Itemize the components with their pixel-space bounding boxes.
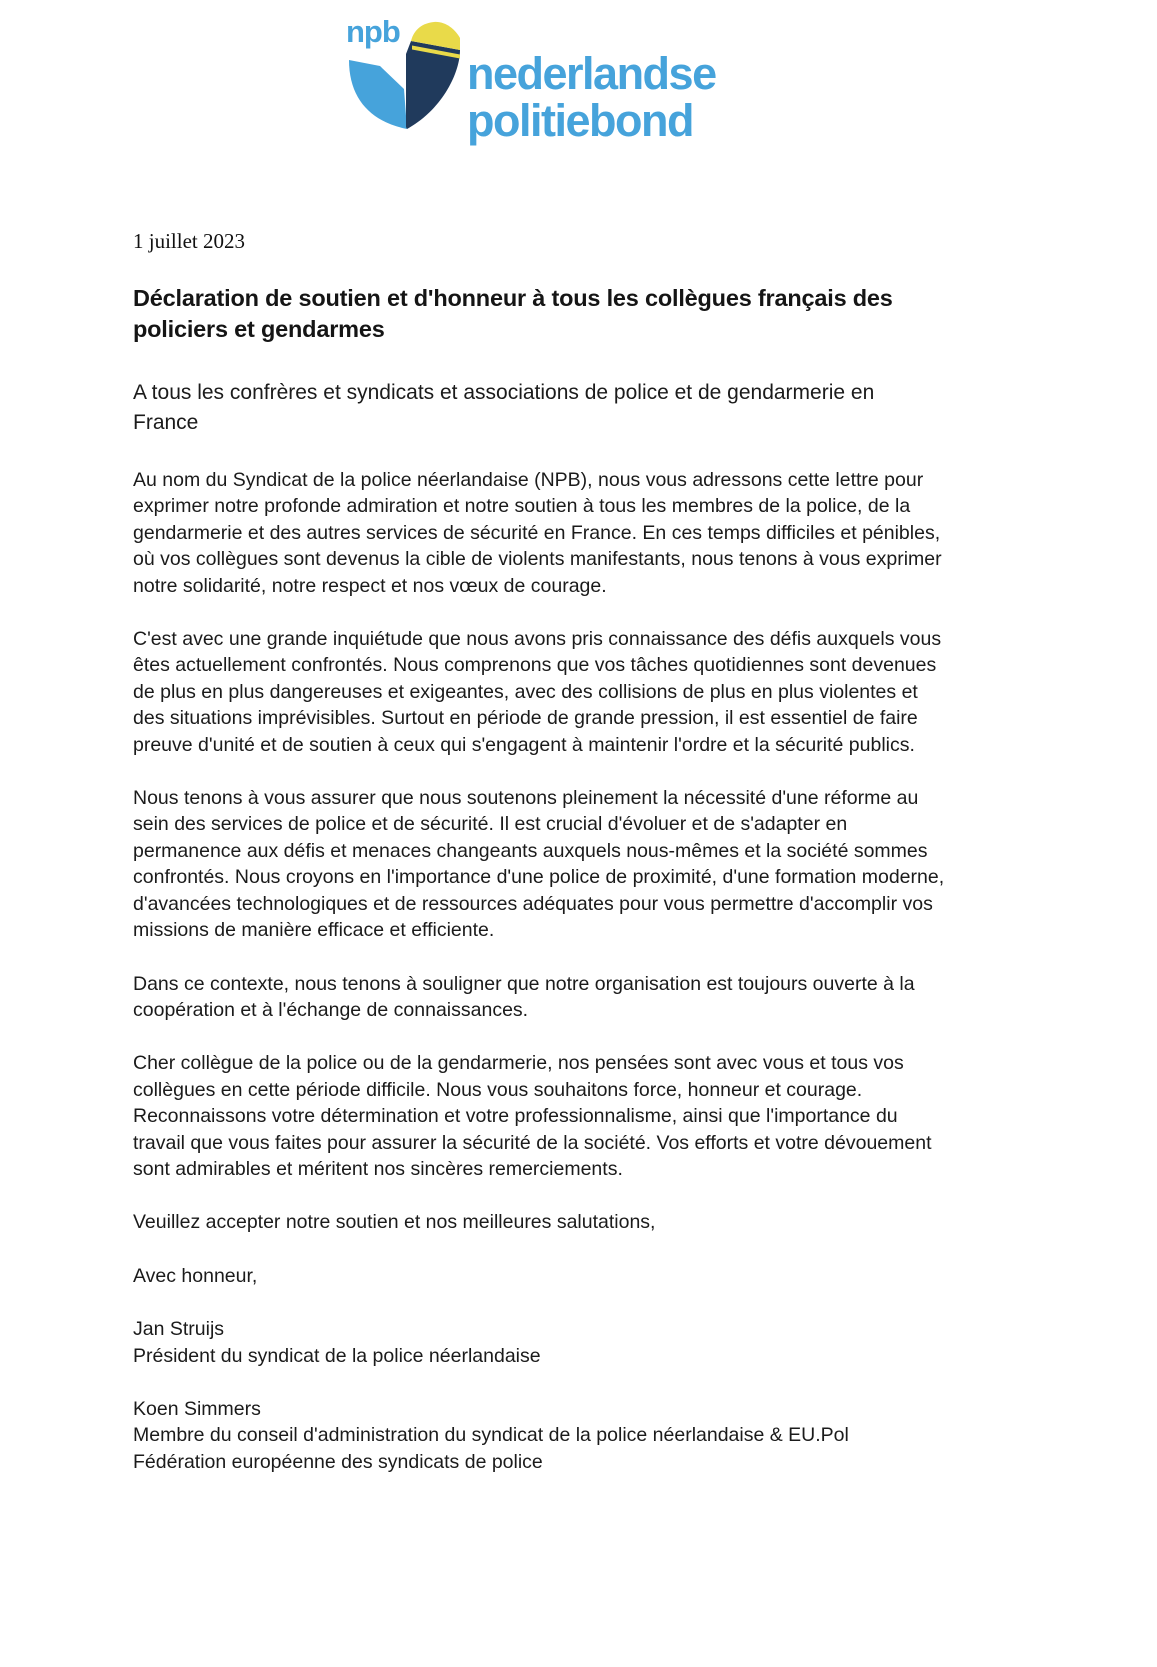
npb-acronym: npb <box>346 14 400 49</box>
signature-block <box>133 1316 945 1369</box>
letter-paragraph: C'est avec une grande inquiétude que nous avons pris connaissance des défis auxquels vous êtes actuellement confrontés. Nous comprenons que vos tâches quotidiennes sont devenues de plus en plus dangereuses et exigeantes, avec des collisions de plus en plus violentes et des situations imprévisibles. Surtout en période de grande pression, il est essentiel de faire preuve d'unité et de soutien à ceux qui s'engagent à maintenir l'ordre et la sécurité publics. <box>133 628 942 756</box>
letter-paragraph: Nous tenons à vous assurer que nous soutenons pleinement la nécessité d'une réforme au sein des services de police et de sécurité. Il est crucial d'évoluer et de s'adapter en permanence aux défis et menaces changeants auxquels nous-mêmes et la société sommes confrontés. Nous croyons en l'importance d'une police de proximité, d'une formation moderne, d'avancées technologiques et de ressources adéquates pour vous permettre d'accomplir vos missions de manière efficace et efficiente. <box>133 787 945 942</box>
wordmark-line-2: politiebond <box>467 95 693 146</box>
npb-logo <box>330 10 760 155</box>
letter-paragraph: Cher collègue de la police ou de la gendarmerie, nos pensées sont avec vous et tous vos collègues en cette période difficile. Nous vous souhaitons force, honneur et courage. Reconnaissons votre détermination et votre professionnalisme, ainsi que l'importance du travail que vous faites pour assurer la sécurité de la société. Vos efforts et votre dévouement sont admirables et méritent nos sincères remerciements. <box>133 1052 932 1180</box>
signature-role: Membre du conseil d'administration du syndicat de la police néerlandaise & EU.Pol Fédération européenne des syndicats de police <box>133 1424 849 1473</box>
signature-name: Koen Simmers <box>133 1397 261 1420</box>
signature-name: Jan Struijs <box>133 1318 225 1341</box>
signature-role: Président du syndicat de la police néerlandaise <box>133 1344 541 1367</box>
letter-date: 1 juillet 2023 <box>133 229 245 253</box>
wordmark-line-1: nederlandse <box>467 48 716 99</box>
npb-wordmark <box>467 50 716 144</box>
letter-recipient: A tous les confrères et syndicats et associations de police et de gendarmerie en France <box>133 381 875 434</box>
shield-left-half <box>349 60 407 129</box>
letter-paragraph: Dans ce contexte, nous tenons à souligner que notre organisation est toujours ouverte à la coopération et à l'échange de connaissances. <box>133 972 915 1021</box>
signature-block <box>133 1396 945 1475</box>
letter-title: Déclaration de soutien et d'honneur à tous les collègues français des policiers et gendarmes <box>133 285 893 342</box>
letter-paragraph: Au nom du Syndicat de la police néerlandaise (NPB), nous vous adressons cette lettre pour exprimer notre profonde admiration et notre soutien à tous les membres de la police, de la gendarmerie et des autres services de sécurité en France. En ces temps difficiles et pénibles, où vos collègues sont devenus la cible de violents manifestants, nous tenons à vous exprimer notre solidarité, notre respect et nos vœux de courage. <box>133 469 942 597</box>
letter-body <box>133 228 945 1502</box>
letter-closing: Veuillez accepter notre soutien et nos meilleures salutations, <box>133 1211 656 1234</box>
letter-valediction: Avec honneur, <box>133 1264 258 1287</box>
